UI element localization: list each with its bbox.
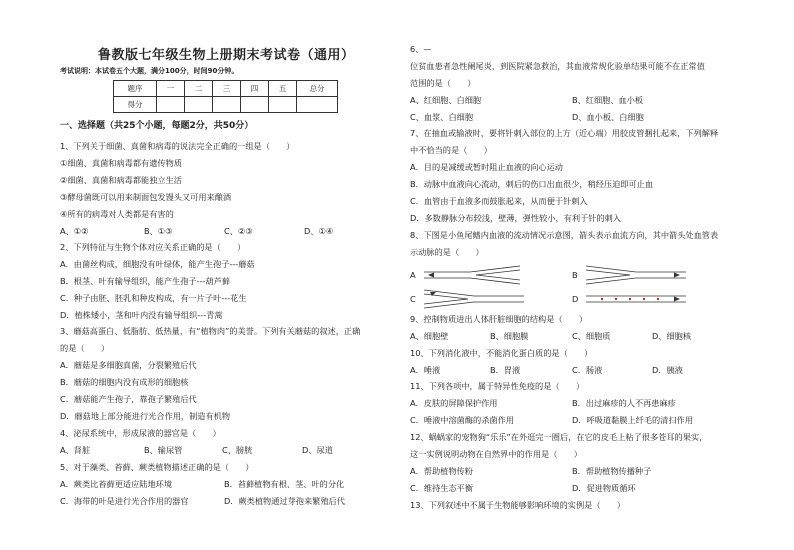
question-stem: 4、泌尿系统中，形成尿液的器官是（ ） — [60, 428, 221, 438]
option: C．肠液 — [572, 365, 603, 375]
question-stem: 13、下列叙述中不属于生物能够影响环境的实例是（ ） — [410, 500, 626, 510]
option: A、①② — [60, 226, 89, 236]
option: A、细胞壁 — [410, 331, 449, 341]
question-stem-cont: 的是（ ） — [60, 343, 110, 353]
question-stem-cont: 范围的是（ ） — [410, 78, 476, 88]
statement: ④所有的病毒对人类都是有害的 — [60, 209, 174, 219]
option: A．蕨类比苔藓更适应陆地环境 — [60, 479, 173, 489]
question-stem: 12、蜗蜗家的宠物狗“乐乐”在外逛完一圈后，在它的皮毛上粘了很多苍耳的果实， — [410, 432, 708, 442]
option: A．唾液 — [410, 365, 441, 375]
question-stem: 8、下图是小鱼尾鳍内血液的流动情况示意图，箭头表示血流方向，其中箭头处血管表 — [410, 230, 719, 240]
option: D、细胞核 — [652, 331, 692, 341]
option: B、细胞膜 — [490, 331, 529, 341]
option-label: D — [572, 294, 579, 304]
option: B、①③ — [144, 226, 173, 236]
option: B．帮助植物传播种子 — [572, 466, 652, 476]
option: A．由菌丝构成，细胞没有叶绿体，能产生孢子---蘑菇 — [60, 259, 255, 269]
option-label: C — [410, 294, 416, 304]
option: B．苔藓植物有根、茎、叶的分化 — [224, 479, 345, 489]
option-label: A — [410, 270, 416, 280]
exam-note: 考试说明：本试卷五个大题，满分100分，时间90分钟。 — [60, 67, 239, 75]
option: C．血管由于血液多而鼓胀起来，从而便于针刺入 — [410, 196, 588, 206]
question-stem: 3、蘑菇高蛋白、低脂肪、低热量，有“植物肉”的美誉。下列有关蘑菇的叙述，正确 — [60, 326, 361, 336]
score-input-cell — [241, 97, 269, 113]
score-input-cell — [185, 97, 213, 113]
option: A．蘑菇是多细胞真菌，分裂繁殖后代 — [60, 360, 197, 370]
question-stem: 10、下列消化液中，不能消化蛋白质的是（ ） — [410, 348, 593, 358]
vessel-diagram-b — [582, 264, 692, 286]
score-input-cell — [297, 97, 338, 113]
question-stem: 7、在抽血或输液时，要将针刺入部位的上方（近心端）用胶皮管捆扎起来，下列解释 — [410, 128, 719, 138]
question-stem: 9、控制物质进出人体肝脏细胞的结构是（ ） — [410, 314, 588, 324]
option: B．胃液 — [490, 365, 521, 375]
option: C．海带的叶是进行光合作用的器官 — [60, 496, 189, 506]
score-cell: 得分 — [114, 97, 157, 113]
score-table-header-row — [114, 81, 338, 97]
option: A、肾脏 — [60, 445, 91, 455]
question-stem-cont: 中不恰当的是（ ） — [410, 145, 492, 155]
score-cell: 题序 — [114, 81, 157, 97]
question-stem-cont: 这一实例说明动物在自然界中的作用是（ ） — [410, 449, 582, 459]
option: D．植株矮小，茎和叶内没有输导组织---青蒿 — [60, 310, 223, 320]
question-stem: 2、下列特征与生物个体对应关系正确的是（ ） — [60, 242, 246, 252]
option: A．帮助植物传粉 — [410, 466, 473, 476]
option: D、①④ — [304, 226, 334, 236]
question-stem: 位贫血患者急性阑尾炎，到医院紧急救治，其血液常规化验单结果可能不在正常值 — [410, 61, 705, 71]
statement: ①细菌、真菌和病毒都有遗传物质 — [60, 158, 182, 168]
statement: ②细菌、真菌和病毒都能独立生活 — [60, 175, 182, 185]
question-stem: 11、下列各项中，属于特异性免疫的是（ ） — [410, 381, 585, 391]
option: D．促进物质循环 — [572, 483, 636, 493]
option: B、输尿管 — [144, 445, 183, 455]
question-stem-cont: 示动脉的是（ ） — [410, 247, 484, 257]
option: A．皮肤的屏障保护作用 — [410, 398, 498, 408]
option: B．根茎、叶有输导组织，能产生孢子---葫芦藓 — [60, 276, 231, 286]
option: D．多数静脉分布较浅，壁薄，弹性较小，有利于针的刺入 — [410, 213, 621, 223]
option: C、血浆、白细胞 — [410, 112, 474, 122]
option: C．种子由胚、胚乳和种皮构成，有一片子叶---花生 — [60, 293, 247, 303]
option: D．蕨类植物通过芽孢来繁殖后代 — [224, 496, 345, 506]
option: C、细胞质 — [572, 331, 611, 341]
question-stem: 5、对于藻类、苔藓、蕨类植物描述正确的是（ ） — [60, 462, 254, 472]
score-cell: 四 — [241, 81, 269, 97]
option: A、红细胞、白细胞 — [410, 95, 482, 105]
option: B、红细胞、血小板 — [572, 95, 644, 105]
question-number: 6、— — [410, 44, 432, 54]
score-table-score-row — [114, 97, 338, 113]
option: C．唾液中溶菌酶的杀菌作用 — [410, 415, 514, 425]
option: A．目的是减缓或暂时阻止血液的向心运动 — [410, 162, 563, 172]
score-cell: 一 — [157, 81, 185, 97]
vessel-diagram-d — [582, 288, 692, 310]
option: C、②③ — [224, 226, 253, 236]
score-input-cell — [213, 97, 241, 113]
option: C、膀胱 — [222, 445, 253, 455]
score-cell: 总分 — [297, 81, 338, 97]
option: D．胰液 — [652, 365, 683, 375]
option: B．蘑菇的细胞内没有成形的细胞核 — [60, 377, 189, 387]
score-table — [113, 80, 338, 113]
option: C．维持生态平衡 — [410, 483, 474, 493]
vessel-diagram-c — [420, 288, 530, 310]
option: D、尿道 — [302, 445, 333, 455]
page-title: 鲁教版七年级生物上册期末考试卷（通用） — [98, 48, 355, 63]
option-label: B — [572, 270, 578, 280]
option: D．蘑菇地上部分能进行光合作用，制造有机物 — [60, 411, 231, 421]
option: B．动脉中血液向心流动，刺后的伤口出血很少，稍经压迫即可止血 — [410, 179, 654, 189]
score-cell: 二 — [185, 81, 213, 97]
question-stem: 1、下列关于细菌、真菌和病毒的说法完全正确的一组是（ ） — [60, 141, 295, 151]
score-input-cell — [269, 97, 297, 113]
option: B．出过麻疹的人不再患麻疹 — [572, 398, 676, 408]
score-cell: 三 — [213, 81, 241, 97]
option: D．呼吸道黏膜上纤毛的清扫作用 — [572, 415, 693, 425]
option: C．蘑菇能产生孢子，靠孢子繁殖后代 — [60, 394, 197, 404]
vessel-diagram-a — [420, 264, 530, 286]
option: D、血小板、白细胞 — [572, 112, 644, 122]
section-heading: 一、选择题（共25个小题，每题2分，共50分） — [60, 121, 254, 131]
score-input-cell — [157, 97, 185, 113]
statement: ③酵母菌既可以用来制面包发馒头又可用来酿酒 — [60, 192, 232, 202]
score-cell: 五 — [269, 81, 297, 97]
